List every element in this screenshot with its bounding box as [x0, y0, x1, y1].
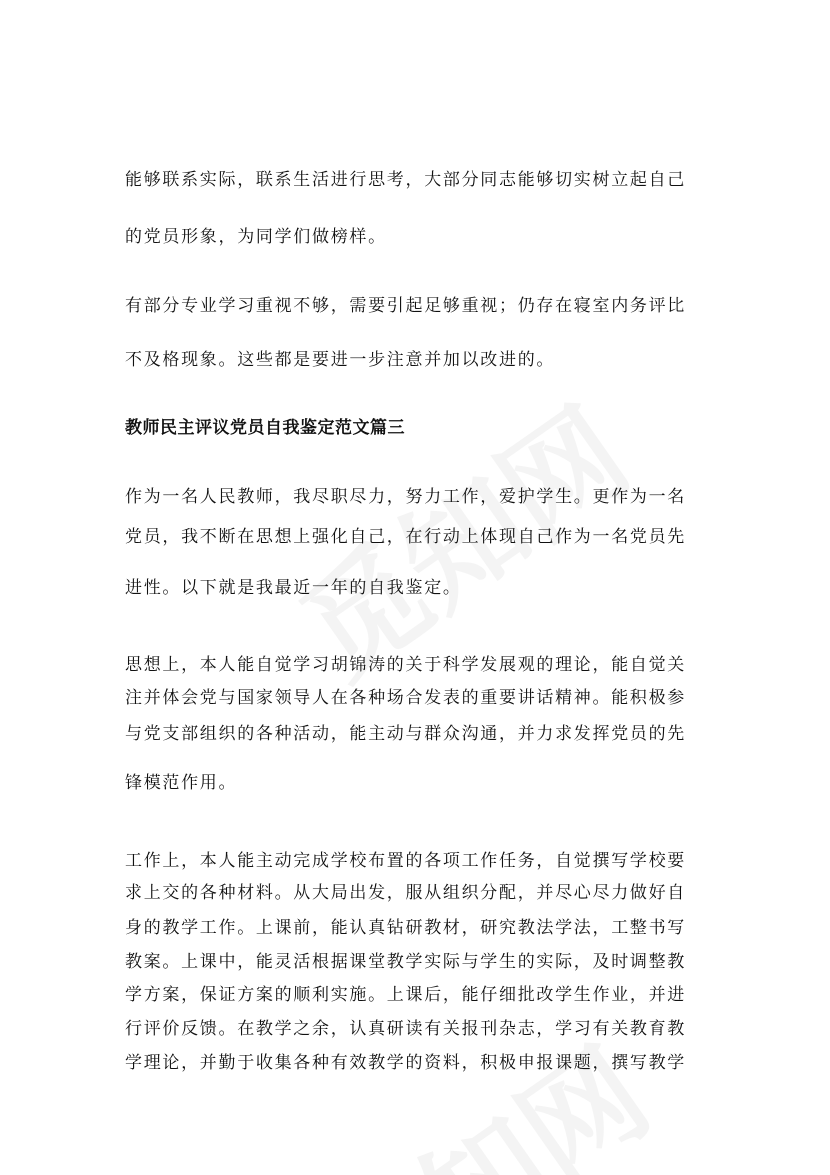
section-heading: 教师民主评议党员自我鉴定范文篇三	[125, 418, 405, 438]
paragraph-line: 求上交的各种材料。从大局出发，服从组织分配，并尽心尽力做好自	[125, 883, 686, 903]
paragraph-line: 锋模范作用。	[125, 773, 238, 793]
paragraph-line: 学理论，并勤于收集各种有效教学的资料，积极申报课题，撰写教学	[125, 1053, 686, 1073]
paragraph-line: 有部分专业学习重视不够，需要引起足够重视；仍存在寝室内务评比	[125, 296, 686, 316]
paragraph-line: 工作上，本人能主动完成学校布置的各项工作任务，自觉撰写学校要	[125, 851, 686, 871]
paragraph-line: 行评价反馈。在教学之余，认真研读有关报刊杂志，学习有关教育教	[125, 1019, 686, 1039]
paragraph-line: 作为一名人民教师，我尽职尽力，努力工作，爱护学生。更作为一名	[125, 487, 686, 507]
paragraph-line: 党员，我不断在思想上强化自己，在行动上体现自己作为一名党员先	[125, 527, 686, 547]
paragraph-line: 教案。上课中，能灵活根据课堂教学实际与学生的实际，及时调整教	[125, 952, 686, 972]
paragraph-line: 与党支部组织的各种活动，能主动与群众沟通，并力求发挥党员的先	[125, 724, 686, 744]
paragraph-line: 思想上，本人能自觉学习胡锦涛的关于科学发展观的理论，能自觉关	[125, 655, 686, 675]
paragraph-line: 的党员形象，为同学们做榜样。	[125, 227, 387, 247]
paragraph-line: 学方案，保证方案的顺利实施。上课后，能仔细批改学生作业，并进	[125, 985, 686, 1005]
paragraph-line: 身的教学工作。上课前，能认真钻研教材，研究教法学法，工整书写	[125, 918, 686, 938]
paragraph-line: 不及格现象。这些都是要进一步注意并加以改进的。	[125, 350, 556, 370]
paragraph-line: 注并体会党与国家领导人在各种场合发表的重要讲话精神。能积极参	[125, 688, 686, 708]
paragraph-line: 进性。以下就是我最近一年的自我鉴定。	[125, 578, 462, 598]
paragraph-line: 能够联系实际，联系生活进行思考，大部分同志能够切实树立起自己	[125, 170, 686, 190]
